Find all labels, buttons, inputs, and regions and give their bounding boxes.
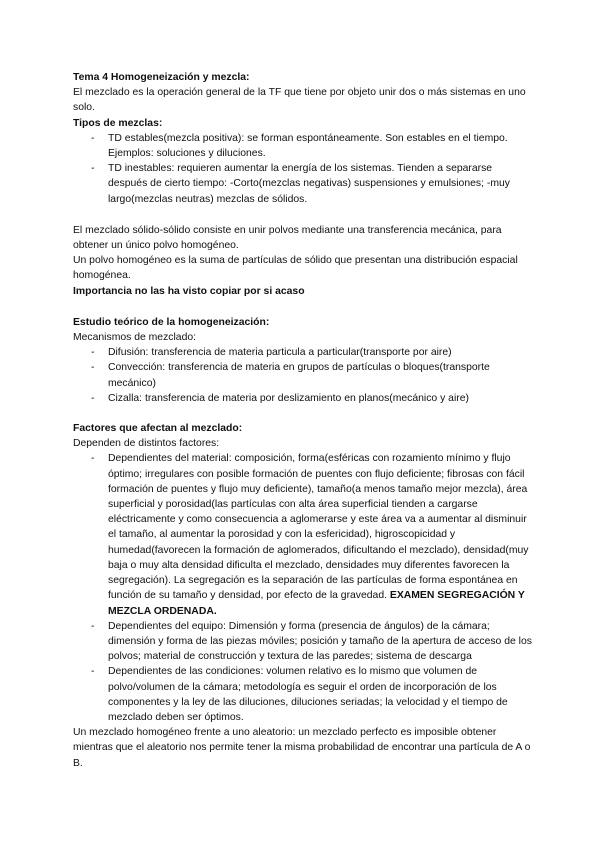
types-heading: Tipos de mezclas:: [73, 117, 163, 129]
importance-note: Importancia no las ha visto copiar por si acaso: [73, 285, 305, 297]
theory-heading: Estudio teórico de la homogeneización:: [73, 316, 270, 328]
spacer: [73, 299, 533, 315]
list-item: - Dependientes del equipo: Dimensión y forma (presencia de ángulos) de la cámara; dimensión y forma de las piezas móviles; posición y tamaño de la apertura de acceso de los polvos; material de construcción y textura de las paredes; sistema de descarga: [73, 619, 533, 665]
document-title: Tema 4 Homogeneización y mezcla:: [73, 72, 250, 83]
document-page: [73, 70, 533, 771]
factors-heading: Factores que afectan al mezclado:: [73, 423, 243, 435]
list-item: [73, 451, 533, 618]
factors-list: [73, 451, 533, 725]
list-item: - Difusión: transferencia de materia particula a particular(transporte por aire): [73, 345, 533, 360]
list-item: - Dependientes de las condiciones: volumen relativo es lo mismo que volumen de polvo/volumen de la cámara; metodología es seguir el orden de incorporación de los componentes y la ley de las diluciones, diluciones seriadas; la velocidad y el tiempo de mezclado deben ser óptimos.: [73, 664, 533, 725]
homog-powder-paragraph: Un polvo homogéneo es la suma de partículas de sólido que presentan una distribución espacial homogénea.: [73, 255, 518, 282]
spacer: [73, 406, 533, 421]
mechanisms-intro: Mecanismos de mezclado:: [73, 332, 197, 344]
closing-paragraph: Un mezclado homogéneo frente a uno aleatorio: un mezclado perfecto es imposible obtener mientras que el aleatorio nos permite tener la misma probabilidad de encontrar una partícula de A o B.: [73, 727, 531, 769]
list-item: - TD estables(mezcla positiva): se forman espontáneamente. Son estables en el tiempo. Ejemplos: soluciones y diluciones.: [73, 131, 533, 161]
spacer: [73, 207, 533, 223]
list-item: - Cizalla: transferencia de materia por deslizamiento en planos(mecánico y aire): [73, 391, 533, 406]
mechanisms-list: [73, 345, 533, 406]
list-item: - Convección: transferencia de materia en grupos de partículas o bloques(transporte mecánico): [73, 360, 533, 390]
factors-intro: Dependen de distintos factores:: [73, 438, 220, 450]
solid-mix-paragraph: El mezclado sólido-sólido consiste en unir polvos mediante una transferencia mecánica, para obtener un único polvo homogéneo.: [73, 224, 502, 252]
exam-note: EXAMEN SEGREGACIÓN Y MEZCLA ORDENADA.: [108, 590, 525, 617]
types-list: [73, 131, 533, 207]
intro-paragraph: El mezclado es la operación general de la TF que tiene por objeto unir dos o más sistemas en uno solo.: [73, 87, 526, 114]
list-item: - TD inestables: requieren aumentar la energía de los sistemas. Tienden a separarse después de cierto tiempo: -Corto(mezclas negativas) suspensiones y emulsiones; -muy largo(mezclas neutras) mezclas de sólidos.: [73, 161, 533, 207]
factor-material-text: Dependientes del material: composición, forma(esféricas con rozamiento mínimo y flujo óptimo; irregulares con posible formación de puentes con flujo deficiente; fibrosas con fácil formación de puentes y flujo muy deficiente), tamaño(a menos tamaño mejor mezcla), área superficial y porosidad(las partículas con alta área superficial tienden a cargarse eléctricamente y como consecuencia a aglomerarse y este área va a aumentar al disminuir el tamaño, al aumentar la porosidad y con la esfericidad), higroscopicidad y humedad(favorecen la formación de aglomerados, dificultando el mezclado), densidad(muy baja o muy alta densidad dificulta el mezclado, densidades muy diferentes favorecen la segregación). La segregación es la separación de las partículas de forma espontánea en función de su tamaño y densidad, por efecto de la gravedad.: [108, 453, 529, 602]
